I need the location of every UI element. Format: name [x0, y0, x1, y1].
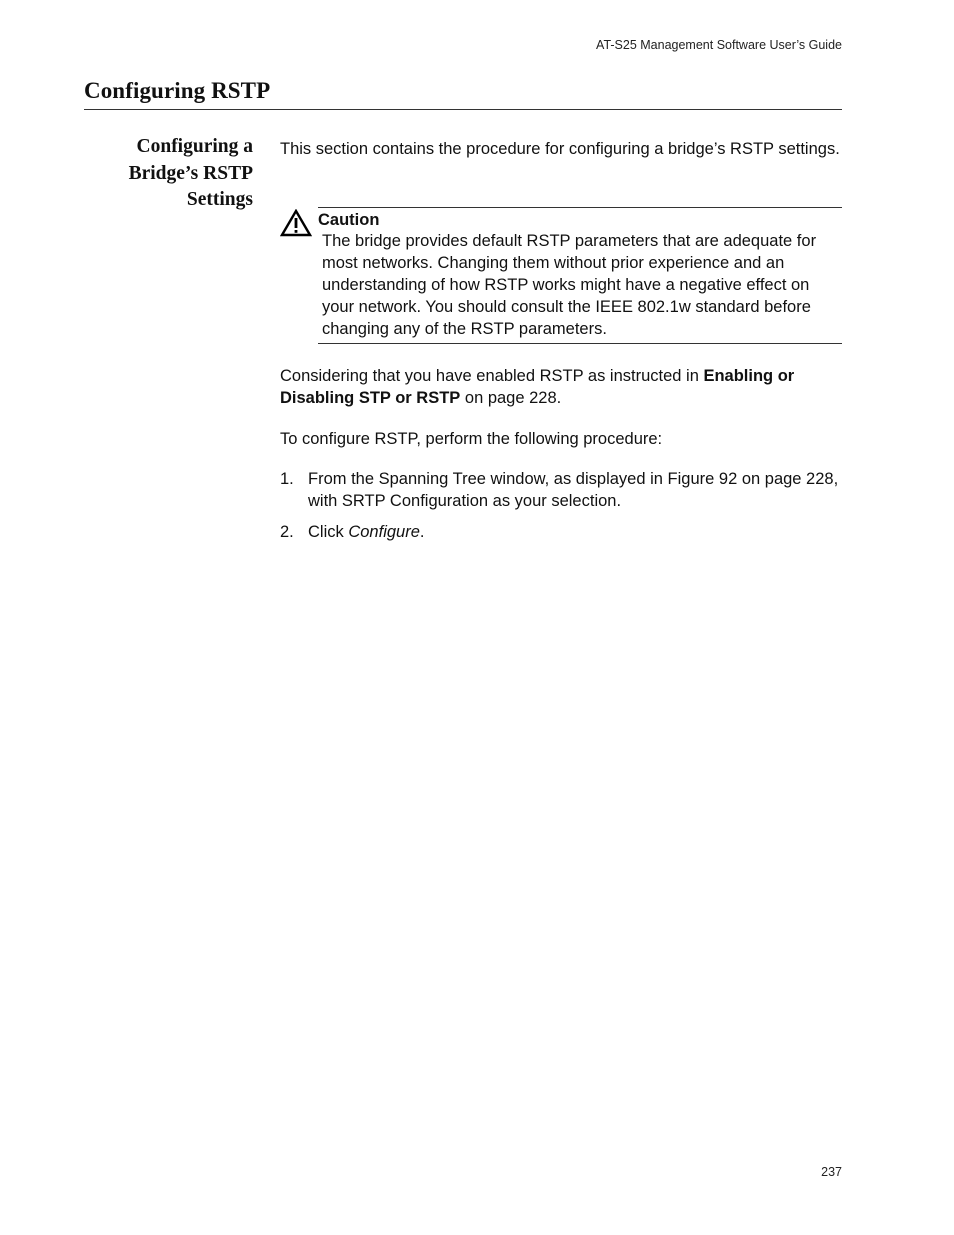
list-item [280, 468, 842, 512]
caution-text: The bridge provides default RSTP parameters that are adequate for most networks. Changing them without prior experience and an understanding of how RSTP works might have a negative effect on your network. You should consult the IEEE 802.1w standard before changing any of the RSTP parameters. [322, 232, 817, 338]
section-heading-line: Bridge’s RSTP [128, 162, 253, 184]
section-heading-line: Configuring a [136, 136, 253, 157]
step-number: 2. [280, 523, 294, 541]
list-item [280, 521, 842, 543]
caution-label: Caution [318, 211, 380, 229]
considering-paragraph [280, 365, 842, 409]
section-intro: This section contains the procedure for configuring a bridge’s RSTP settings. [280, 140, 840, 158]
cross-reference-link[interactable]: Enabling or Disabling STP or RSTP [280, 367, 795, 407]
considering-prefix: Considering that you have enabled RSTP as instructed in [280, 367, 704, 385]
section-heading-line: Settings [186, 189, 253, 210]
step-text: From the Spanning Tree window, as displayed in Figure 92 on page 228, with SRTP Configuration as your selection. [308, 470, 839, 510]
step-suffix: . [419, 523, 425, 541]
section-heading [84, 134, 253, 214]
step-number: 1. [280, 470, 294, 488]
chapter-title: Configuring RSTP [84, 78, 271, 103]
step-prefix: Click [308, 523, 349, 541]
procedure-intro: To configure RSTP, perform the following procedure: [280, 430, 663, 448]
running-header: AT-S25 Management Software User’s Guide [596, 38, 842, 52]
step-emphasis: Configure [348, 523, 420, 541]
page-number: 237 [821, 1165, 842, 1179]
title-rule [84, 109, 842, 110]
warning-triangle-icon [280, 209, 312, 237]
procedure-steps [280, 468, 842, 552]
considering-suffix: on page 228. [460, 389, 562, 407]
